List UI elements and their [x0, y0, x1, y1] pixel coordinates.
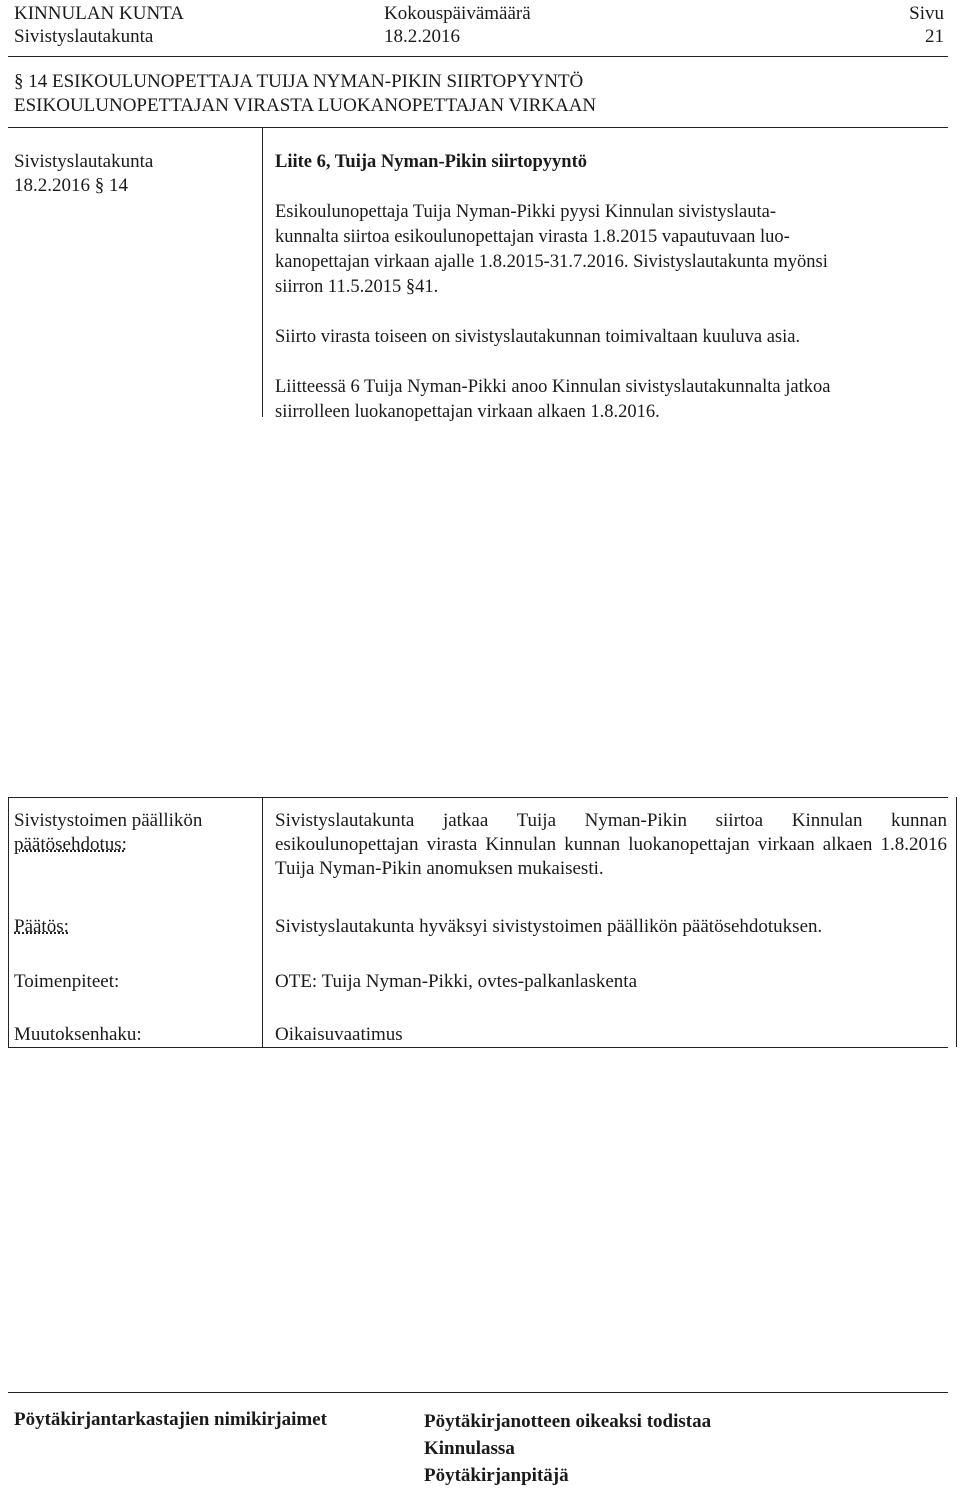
proposal-label-line-2: päätösehdotus: — [14, 834, 127, 855]
appeal-row — [14, 1023, 948, 1053]
decision-left-border — [8, 797, 9, 1047]
footer-signature-initials: Pöytäkirjantarkastajien nimikirjaimet — [14, 1409, 327, 1430]
footer-divider — [8, 1392, 948, 1393]
actions-row — [14, 970, 948, 1023]
header-divider — [8, 56, 948, 57]
header-middle — [384, 2, 531, 48]
decision-right-border — [956, 797, 957, 1047]
board-name: Sivistyslautakunta — [14, 26, 154, 47]
reference-board: Sivistyslautakunta — [14, 151, 154, 172]
paragraph-1-line-2: kunnalta siirtoa esikoulunopettajan virasta 1.8.2015 vapautuvaan luo- — [275, 227, 790, 247]
footer-cert-line-1: Pöytäkirjanotteen oikeaksi todistaa — [424, 1411, 712, 1432]
decision-block — [14, 809, 948, 1053]
decision-label: Päätös: — [14, 916, 69, 937]
actions-label: Toimenpiteet: — [14, 971, 120, 992]
header-left — [14, 2, 184, 48]
section-title-line-1: § 14 ESIKOULUNOPETTAJA TUIJA NYMAN-PIKIN SIIRTOPYYNTÖ — [14, 71, 584, 92]
proposal-row — [14, 809, 948, 915]
footer-cert-line-2: Kinnulassa — [424, 1438, 515, 1459]
paragraph-3-line-2: siirrolleen luokanopettajan virkaan alkaen 1.8.2016. — [275, 402, 660, 422]
footer-cert-line-3: Pöytäkirjanpitäjä — [424, 1465, 569, 1486]
decision-row — [14, 915, 948, 970]
paragraph-2: Siirto virasta toiseen on sivistyslautakunnan toimivaltaan kuuluva asia. — [275, 327, 801, 347]
column-divider — [262, 127, 263, 417]
section-title — [14, 70, 596, 118]
page-number: 21 — [925, 26, 944, 47]
main-content — [275, 150, 947, 425]
appeal-label: Muutoksenhaku: — [14, 1024, 142, 1045]
proposal-label-line-1: Sivistystoimen päällikön — [14, 810, 203, 831]
appeal-text: Oikaisuvaatimus — [275, 1024, 403, 1045]
paragraph-3-line-1: Liitteessä 6 Tuija Nyman-Pikki anoo Kinnulan sivistyslautakunnalta jatkoa — [275, 377, 831, 397]
actions-text: OTE: Tuija Nyman-Pikki, ovtes-palkanlaskenta — [275, 971, 638, 992]
meeting-reference — [14, 150, 153, 198]
proposal-label — [14, 809, 202, 857]
section-title-line-2: ESIKOULUNOPETTAJAN VIRASTA LUOKANOPETTAJAN VIRKAAN — [14, 95, 597, 116]
decision-top-border — [8, 797, 948, 798]
footer-certification — [424, 1408, 711, 1489]
paragraph-1-line-4: siirron 11.5.2015 §41. — [275, 277, 439, 297]
header-right — [872, 2, 944, 48]
decision-text: Sivistyslautakunta hyväksyi sivistystoimen päällikön päätösehdotuksen. — [275, 916, 823, 937]
page-label: Sivu — [909, 3, 944, 24]
section-divider — [8, 127, 948, 128]
meeting-date: 18.2.2016 — [384, 26, 460, 47]
attachment-title: Liite 6, Tuija Nyman-Pikin siirtopyyntö — [275, 152, 587, 172]
meeting-date-label: Kokouspäivämäärä — [384, 3, 531, 24]
paragraph-1-line-1: Esikoulunopettaja Tuija Nyman-Pikki pyysi Kinnulan sivistyslauta- — [275, 202, 777, 222]
proposal-text: Sivistyslautakunta jatkaa Tuija Nyman-Pikin siirtoa Kinnulan kunnan esikoulunopettajan virasta Kinnulan kunnan luokanopettajan virkaan alkaen 1.8.2016 Tuija Nyman-Pikin anomuksen mukaisesti. — [275, 810, 947, 879]
municipality-name: KINNULAN KUNTA — [14, 3, 184, 24]
paragraph-1-line-3: kanopettajan virkaan ajalle 1.8.2015-31.7.2016. Sivistyslautakunta myönsi — [275, 252, 828, 272]
reference-date-paragraph: 18.2.2016 § 14 — [14, 175, 128, 196]
